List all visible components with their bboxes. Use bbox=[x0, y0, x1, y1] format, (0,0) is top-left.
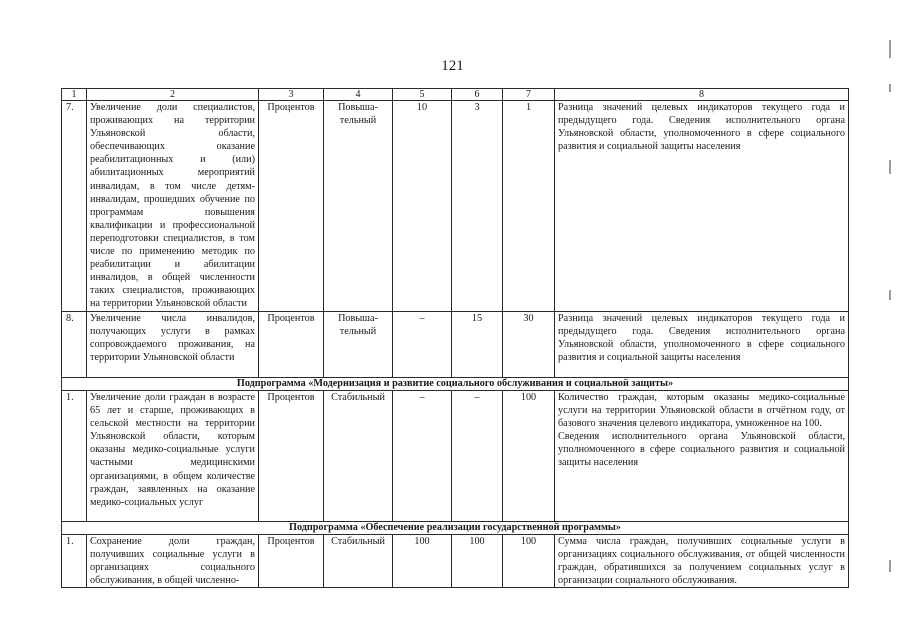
unit-of-measure: Процентов bbox=[259, 312, 324, 378]
indicator-name: Сохранение доли граждан, получивших социальные услуги в организациях социального обслуживания, в общей численно- bbox=[87, 535, 259, 588]
value-col5: 10 bbox=[393, 101, 452, 312]
value-col7: 30 bbox=[503, 312, 555, 378]
column-number-row bbox=[62, 89, 849, 101]
value-col5: 100 bbox=[393, 535, 452, 588]
row-number: 7. bbox=[62, 101, 87, 312]
column-number: 3 bbox=[259, 89, 324, 101]
unit-of-measure: Процентов bbox=[259, 535, 324, 588]
indicator-name: Увеличение доли специалистов, проживающих на территории Ульяновской области, обеспечивающих оказание реабилитационных и (или) абилитационных мероприятий инвалидам, в том числе детям-инвалидам, прошедших обучение по программам повышения квалификации и профессиональной переподготовки специалистов, в том числе по применению методик по реабилитации и абилитации инвалидов, в общей численности таких специалистов, проживающих на территории Ульяновской области bbox=[87, 101, 259, 312]
calculation-method: Разница значений целевых индикаторов текущего года и предыдущего года. Сведения исполнительного органа Ульяновской области, уполномоченного в сфере социального развития и социальной защиты населения bbox=[555, 312, 849, 378]
scan-artifact bbox=[889, 84, 891, 92]
value-col7: 100 bbox=[503, 391, 555, 522]
table-row bbox=[62, 535, 849, 588]
calculation-method bbox=[555, 391, 849, 522]
column-number: 5 bbox=[393, 89, 452, 101]
unit-of-measure: Процентов bbox=[259, 391, 324, 522]
subprogram-title: Подпрограмма «Обеспечение реализации государственной программы» bbox=[62, 522, 849, 535]
subprogram-header bbox=[62, 378, 849, 391]
indicators-table bbox=[61, 88, 849, 588]
value-col6: – bbox=[452, 391, 503, 522]
subprogram-title: Подпрограмма «Модернизация и развитие социального обслуживания и социальной защиты» bbox=[62, 378, 849, 391]
indicator-type: Повыша-тельный bbox=[324, 312, 393, 378]
value-col6: 3 bbox=[452, 101, 503, 312]
row-number: 1. bbox=[62, 391, 87, 522]
scan-artifact bbox=[889, 40, 891, 58]
indicator-name: Увеличение числа инвалидов, получающих услуги в рамках сопровождаемого проживания, на территории Ульяновской области bbox=[87, 312, 259, 378]
value-col7: 100 bbox=[503, 535, 555, 588]
page-number: 121 bbox=[441, 58, 464, 74]
row-number: 1. bbox=[62, 535, 87, 588]
unit-of-measure: Процентов bbox=[259, 101, 324, 312]
value-col5: – bbox=[393, 391, 452, 522]
scan-artifact bbox=[889, 290, 891, 300]
column-number: 8 bbox=[555, 89, 849, 101]
calculation-method: Сумма числа граждан, получивших социальные услуги в организациях социального обслуживания, от общей численности граждан, обратившихся за получением социальных услуг в организации социального обслуживания. bbox=[555, 535, 849, 588]
indicator-name: Увеличение доли граждан в возрасте 65 лет и старше, проживающих в сельской местности на территории Ульяновской области, которым оказаны медико-социальные услуги частными медицинскими организациями, в общем количестве граждан, заявленных на оказание медико-социальных услуг bbox=[87, 391, 259, 522]
table-row bbox=[62, 312, 849, 378]
value-col6: 15 bbox=[452, 312, 503, 378]
value-col6: 100 bbox=[452, 535, 503, 588]
calculation-formula: Количество граждан, которым оказаны медико-социальные услуги на территории Ульяновской области в отчётном году, от базового значения целевого индикатора, умноженное на 100. bbox=[558, 392, 845, 430]
table-row bbox=[62, 101, 849, 312]
subprogram-header bbox=[62, 522, 849, 535]
indicator-type: Повыша-тельный bbox=[324, 101, 393, 312]
row-number: 8. bbox=[62, 312, 87, 378]
value-col7: 1 bbox=[503, 101, 555, 312]
column-number: 2 bbox=[87, 89, 259, 101]
data-source: Сведения исполнительного органа Ульяновской области, уполномоченного в сфере социального развития и социальной защиты населения bbox=[558, 431, 845, 469]
value-col5: – bbox=[393, 312, 452, 378]
scan-artifact bbox=[889, 160, 891, 174]
column-number: 4 bbox=[324, 89, 393, 101]
column-number: 1 bbox=[62, 89, 87, 101]
scan-artifact bbox=[889, 560, 891, 572]
indicator-type: Стабильный bbox=[324, 391, 393, 522]
indicator-type: Стабильный bbox=[324, 535, 393, 588]
calculation-method: Разница значений целевых индикаторов текущего года и предыдущего года. Сведения исполнительного органа Ульяновской области, уполномоченного в сфере социального развития и социальной защиты населения bbox=[555, 101, 849, 312]
table-row bbox=[62, 391, 849, 522]
column-number: 7 bbox=[503, 89, 555, 101]
column-number: 6 bbox=[452, 89, 503, 101]
